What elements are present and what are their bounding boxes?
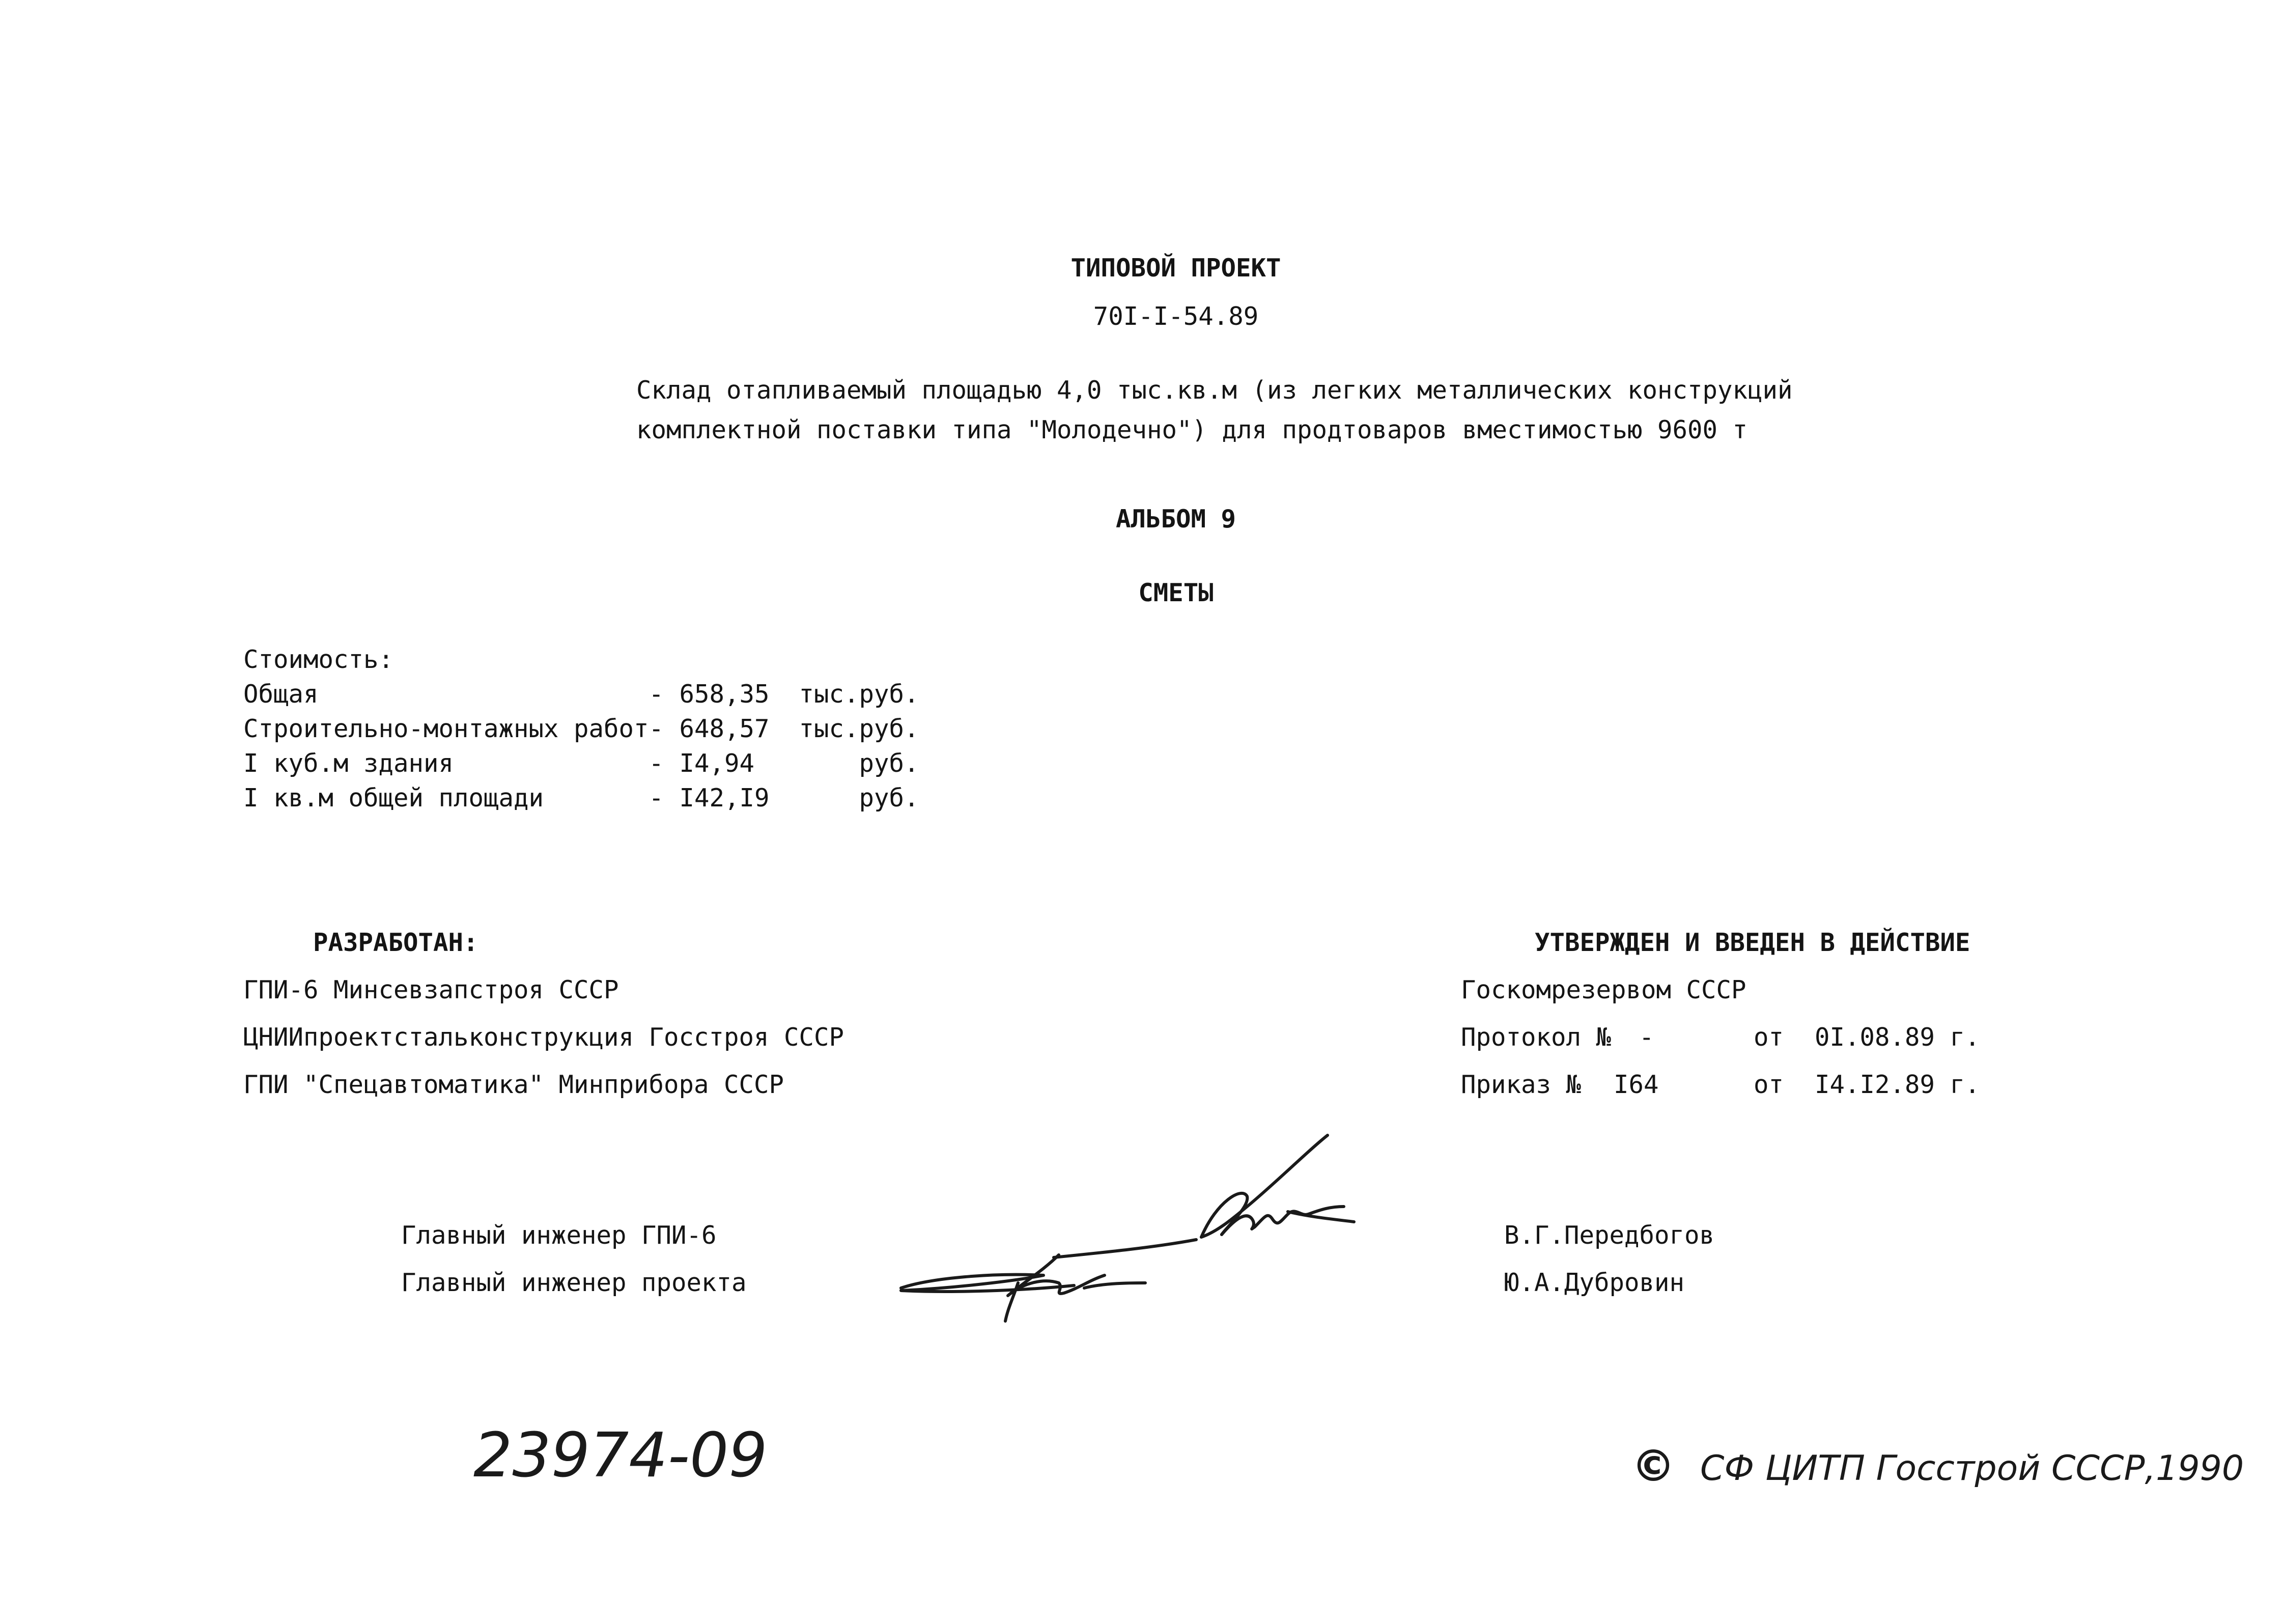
cost-label: Общая <box>243 680 319 709</box>
cost-row <box>243 746 919 781</box>
order-from: от <box>1754 1070 1784 1099</box>
cost-value: 658,35 <box>679 680 770 709</box>
copyright-symbol: © <box>1631 1441 1675 1492</box>
cost-dash: - <box>648 680 664 709</box>
cost-label: I куб.м здания <box>243 749 454 778</box>
signatory-role-2: Главный инженер проекта <box>401 1268 747 1297</box>
project-type-title: ТИПОВОЙ ПРОЕКТ <box>1070 254 1281 283</box>
protocol-from: от <box>1754 1023 1784 1052</box>
cost-unit: руб. <box>859 749 919 778</box>
protocol-label: Протокол № <box>1461 1023 1612 1052</box>
developer-org: ГПИ "Спецавтоматика" Минприбора СССР <box>243 1070 784 1099</box>
document-number: 23974-09 <box>473 1420 768 1491</box>
cost-row <box>243 677 919 712</box>
order-date: I4.I2.89 г. <box>1815 1070 1980 1099</box>
signatory-name-2: Ю.А.Дубровин <box>1504 1268 1685 1297</box>
cost-value: I42,I9 <box>679 783 770 813</box>
cost-dash: - <box>648 749 664 778</box>
signatory-name-1: В.Г.Передбогов <box>1504 1221 1715 1250</box>
cost-row <box>243 781 919 816</box>
cost-unit: тыс.руб. <box>799 714 919 743</box>
handwritten-signature <box>891 1130 1425 1334</box>
developed-heading: РАЗРАБОТАН: <box>313 928 478 957</box>
signatory-role-1: Главный инженер ГПИ-6 <box>401 1221 717 1250</box>
album-label: АЛЬБОМ 9 <box>1115 505 1236 534</box>
cost-value: 648,57 <box>679 714 770 743</box>
cost-dash: - <box>648 714 664 743</box>
project-number: 70I-I-54.89 <box>1093 302 1259 331</box>
cost-unit: тыс.руб. <box>799 680 919 709</box>
cost-value: I4,94 <box>679 749 755 778</box>
cost-dash: - <box>648 783 664 813</box>
costs-heading: Стоимость: <box>243 645 394 674</box>
developer-org: ГПИ-6 Минсевзапстроя СССР <box>243 975 619 1004</box>
cost-label: I кв.м общей площади <box>243 783 544 813</box>
approved-by: Госкомрезервом СССР <box>1461 975 1746 1004</box>
costs-table <box>243 677 919 816</box>
protocol-date: 0I.08.89 г. <box>1815 1023 1980 1052</box>
cost-row <box>243 712 919 746</box>
order-label: Приказ № <box>1461 1070 1582 1099</box>
cost-label: Строительно-монтажных работ <box>243 714 649 743</box>
copyright-stamp: СФ ЦИТП Госстрой СССР,1990 <box>1700 1448 2244 1489</box>
developer-org: ЦНИИпроектстальконструкция Госстроя СССР <box>243 1023 844 1052</box>
order-number: I64 <box>1614 1070 1659 1099</box>
approved-heading: УТВЕРЖДЕН И ВВЕДЕН В ДЕЙСТВИЕ <box>1535 928 1970 957</box>
protocol-number: - <box>1639 1023 1654 1052</box>
cost-unit: руб. <box>859 783 919 813</box>
description-line-1: Склад отапливаемый площадью 4,0 тыс.кв.м (из легких металлических конструкций <box>636 376 1793 405</box>
album-subject: СМЕТЫ <box>1138 578 1214 607</box>
description-line-2: комплектной поставки типа "Молодечно") для продтоваров вместимостью 9600 т <box>636 415 1748 444</box>
